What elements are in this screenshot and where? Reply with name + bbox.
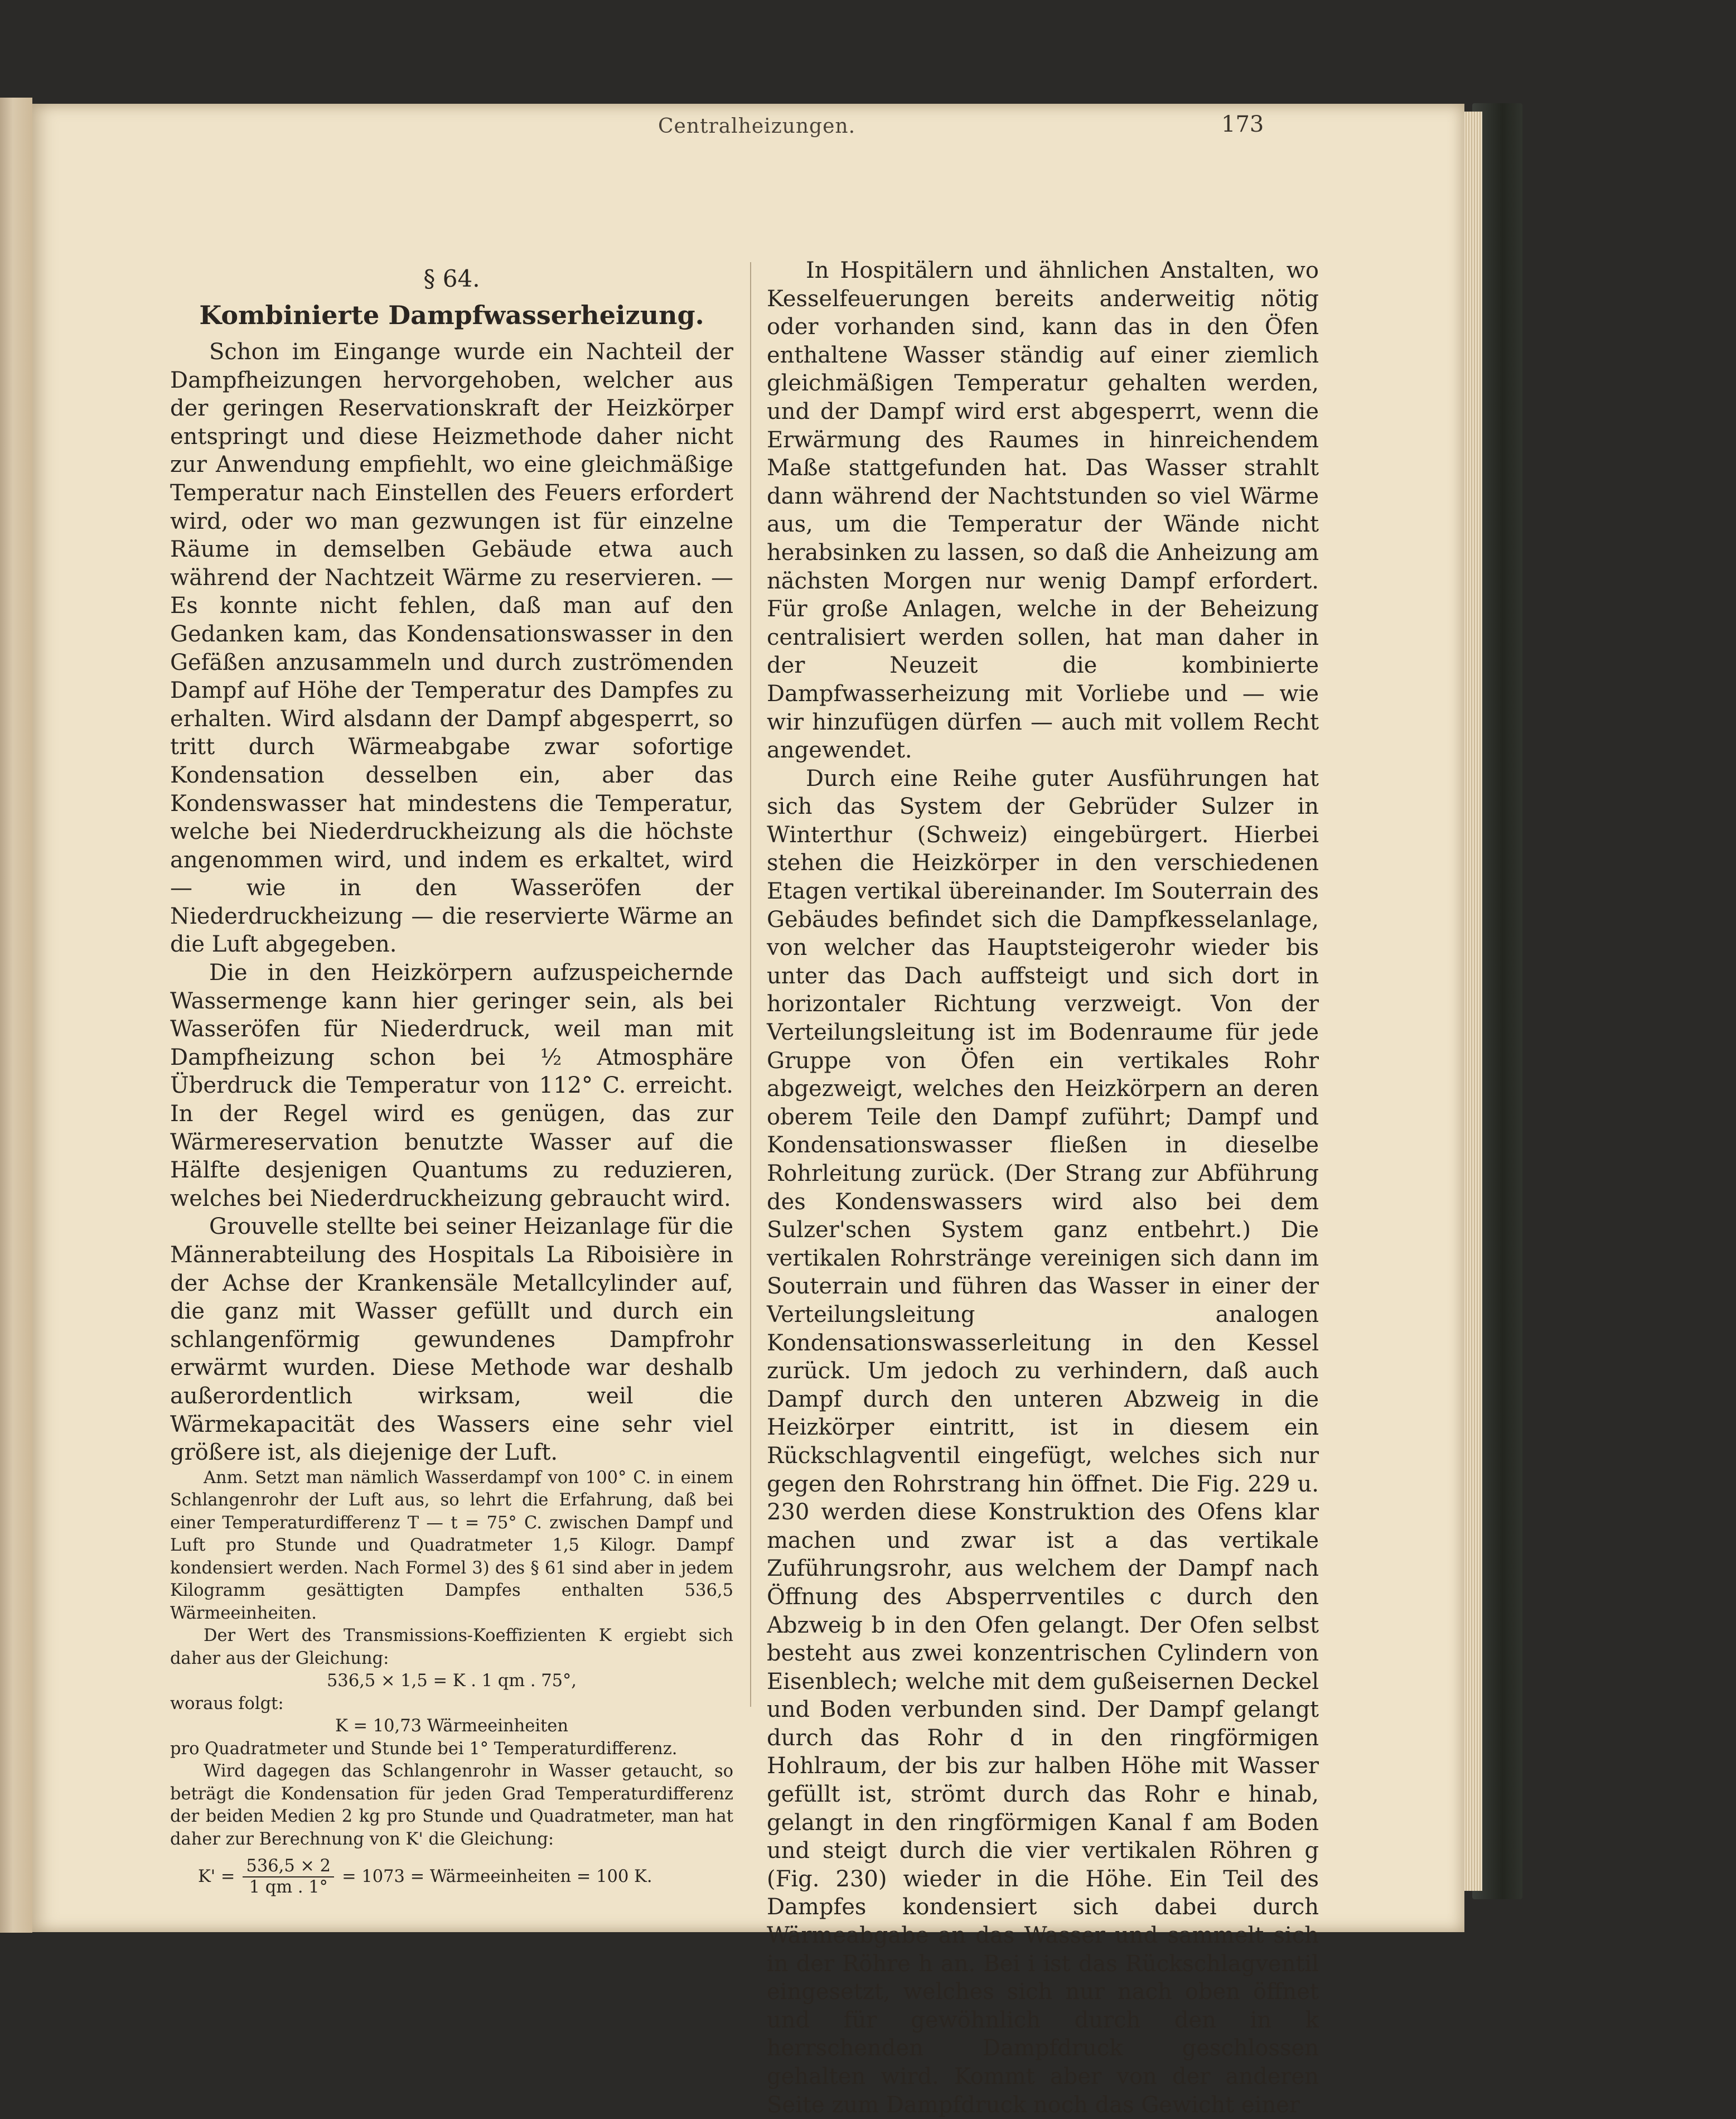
- facing-page-edge: [0, 98, 32, 1933]
- left-column: [170, 262, 733, 1898]
- footnote-paragraph: Anm. Setzt man nämlich Wasserdampf von 100° C. in einem Schlangenrohr der Luft aus, so lehrt die Erfahrung, daß bei einer Temperaturdifferenz T — t = 75° C. zwischen Dampf und Luft pro Stunde und Quadratmeter 1,5 Kilogr. Dampf kondensiert werden. Nach Formel 3) des § 61 sind aber in jedem Kilogramm gesättigten Dampfes enthalten 536,5 Wärmeeinheiten.: [170, 1468, 733, 1623]
- column-divider: [750, 262, 751, 1707]
- footnote-paragraph: Wird dagegen das Schlangenrohr in Wasser getaucht, so beträgt die Kondensation für jeden Grad Temperaturdifferenz der beiden Medien 2 kg pro Stunde und Quadratmeter, man hat daher zur Berechnung von K' die Gleichung:: [170, 1761, 733, 1849]
- fraction: [243, 1856, 334, 1898]
- equation-rhs: = 1073 = Wärmeeinheiten = 100 K.: [342, 1866, 652, 1886]
- paragraph: Durch eine Reihe guter Ausführungen hat sich das System der Gebrüder Sulzer in Winterthur (Schweiz) eingebürgert. Hierbei stehen die Heizkörper in den verschiedenen Etagen vertikal übereinander. Im Souterrain des Gebäudes befindet sich die Dampfkesselanlage, von welcher das Hauptsteigerohr wieder bis unter das Dach auffsteigt und sich dort in horizontaler Richtung verzweigt. Von der Verteilungsleitung ist im Bodenraume für jede Gruppe von Öfen ein vertikales Rohr abgezweigt, welches den Heizkörpern an deren oberem Teile den Dampf zuführt; Dampf und Kondensationswasser fließen in dieselbe Rohrleitung zurück. (Der Strang zur Abführung des Kondenswassers wird also bei dem Sulzer'schen System ganz entbehrt.) Die vertikalen Rohrstränge vereinigen sich dann im Souterrain und führen das Wasser in einer der Verteilungsleitung analogen Kondensationswasserleitung in den Kessel zurück. Um jedoch zu verhindern, daß auch Dampf durch den unteren Abzweig in die Heizkörper eintritt, ist in diesem ein Rückschlagventil eingefügt, welches sich nur gegen den Rohrstrang hin öffnet. Die Fig. 229 u. 230 werden diese Konstruktion des Ofens klar machen und zwar ist a das vertikale Zuführungsrohr, aus welchem der Dampf nach Öffnung des Absperrventiles c durch den Abzweig b in den Ofen gelangt. Der Ofen selbst besteht aus zwei konzentrischen Cylindern von Eisenblech; welche mit dem gußeisernen Deckel und Boden verbunden sind. Der Dampf gelangt durch das Rohr d in den ringförmigen Hohlraum, der bis zur halben Höhe mit Wasser gefüllt ist, strömt durch das Rohr e hinab, gelangt in den ringförmigen Kanal f am Boden und steigt durch die vier vertikalen Röhren g (Fig. 230) wieder in die Höhe. Ein Teil des Dampfes kondensiert sich dabei durch Wärmeabgabe an das Wasser und sammelt sich in der Röhre h an. Bei i ist das Rückschlagventil eingesetzt, welches sich nur nach oben öffnet und für gewöhnlich durch den in k herrschenden Dampfdruck geschlossen gehalten wird. Kommt aber von der anderen Seite zum Dampfdruck noch das Gewicht einer: [767, 765, 1319, 2118]
- page-number: 173: [1221, 112, 1264, 137]
- fraction-equation: [170, 1856, 733, 1898]
- footnote-paragraph: Der Wert des Transmissions-Koeffizienten K ergiebt sich daher aus der Gleichung:: [170, 1626, 733, 1668]
- section-number: § 64.: [423, 265, 480, 292]
- footnote-text: pro Quadratmeter und Stunde bei 1° Temperaturdifferenz.: [170, 1739, 678, 1759]
- paragraph: In Hospitälern und ähnlichen Anstalten, wo Kesselfeuerungen bereits anderweitig nötig oder vorhanden sind, kann das in den Öfen enthaltene Wasser ständig auf einer ziemlich gleichmäßigen Temperatur gehalten werden, und der Dampf wird erst abgesperrt, wenn die Erwärmung des Raumes in hinreichendem Maße stattgefunden hat. Das Wasser strahlt dann während der Nachtstunden so viel Wärme aus, um die Temperatur der Wände nicht herabsinken zu lassen, so daß die Anheizung am nächsten Morgen nur wenig Dampf erfordert. Für große Anlagen, welche in der Beheizung centralisiert werden sollen, hat man daher in der Neuzeit die kombinierte Dampfwasserheizung mit Vorliebe und — wie wir hinzufügen dürfen — auch mit vollem Recht angewendet.: [767, 258, 1319, 764]
- right-column: [767, 257, 1319, 2119]
- running-head: Centralheizungen.: [658, 115, 856, 138]
- fraction-numerator: 536,5 × 2: [243, 1856, 334, 1877]
- paragraph: Grouvelle stellte bei seiner Heizanlage für die Männerabteilung des Hospitals La Riboisière in der Achse der Krankensäle Metallcylinder auf, die ganz mit Wasser gefüllt und durch ein schlangenförmig gewundenes Dampfrohr erwärmt wurden. Diese Methode war deshalb außerordentlich wirksam, weil die Wärmekapacität des Wassers eine sehr viel größere ist, als diejenige der Luft.: [170, 1214, 733, 1466]
- fraction-denominator: 1 qm . 1°: [249, 1877, 328, 1898]
- equation: K = 10,73 Wärmeeinheiten: [335, 1716, 569, 1736]
- footnote-text: woraus folgt:: [170, 1693, 284, 1713]
- equation: 536,5 × 1,5 = K . 1 qm . 75°,: [327, 1671, 577, 1691]
- paragraph: Schon im Eingange wurde ein Nachteil der Dampfheizungen hervorgehoben, welcher aus der geringen Reservationskraft der Heizkörper entspringt und diese Heizmethode daher nicht zur Anwendung empfiehlt, wo eine gleichmäßige Temperatur nach Einstellen des Feuers erfordert wird, oder wo man gezwungen ist für einzelne Räume in demselben Gebäude etwa auch während der Nachtzeit Wärme zu reservieren. — Es konnte nicht fehlen, daß man auf den Gedanken kam, das Kondensationswasser in den Gefäßen anzusammeln und durch zuströmenden Dampf auf Höhe der Temperatur des Dampfes zu erhalten. Wird alsdann der Dampf abgesperrt, so tritt durch Wärmeabgabe zwar sofortige Kondensation desselben ein, aber das Kondenswasser hat mindestens die Temperatur, welche bei Niederdruckheizung als die höchste angenommen wird, und indem es erkaltet, wird — wie in den Wasseröfen der Niederdruckheizung — die reservierte Wärme an die Luft abgegeben.: [170, 339, 733, 958]
- equation-lhs: K' =: [198, 1866, 235, 1886]
- section-title: Kombinierte Dampfwasserheizung.: [199, 300, 704, 330]
- paragraph: Die in den Heizkörpern aufzuspeichernde Wassermenge kann hier geringer sein, als bei Wasseröfen für Niederdruck, weil man mit Dampfheizung schon bei ½ Atmosphäre Überdruck die Temperatur von 112° C. erreicht. In der Regel wird es genügen, das zur Wärmereservation benutzte Wasser auf die Hälfte desjenigen Quantums zu reduzieren, welches bei Niederdruckheizung gebraucht wird.: [170, 960, 733, 1211]
